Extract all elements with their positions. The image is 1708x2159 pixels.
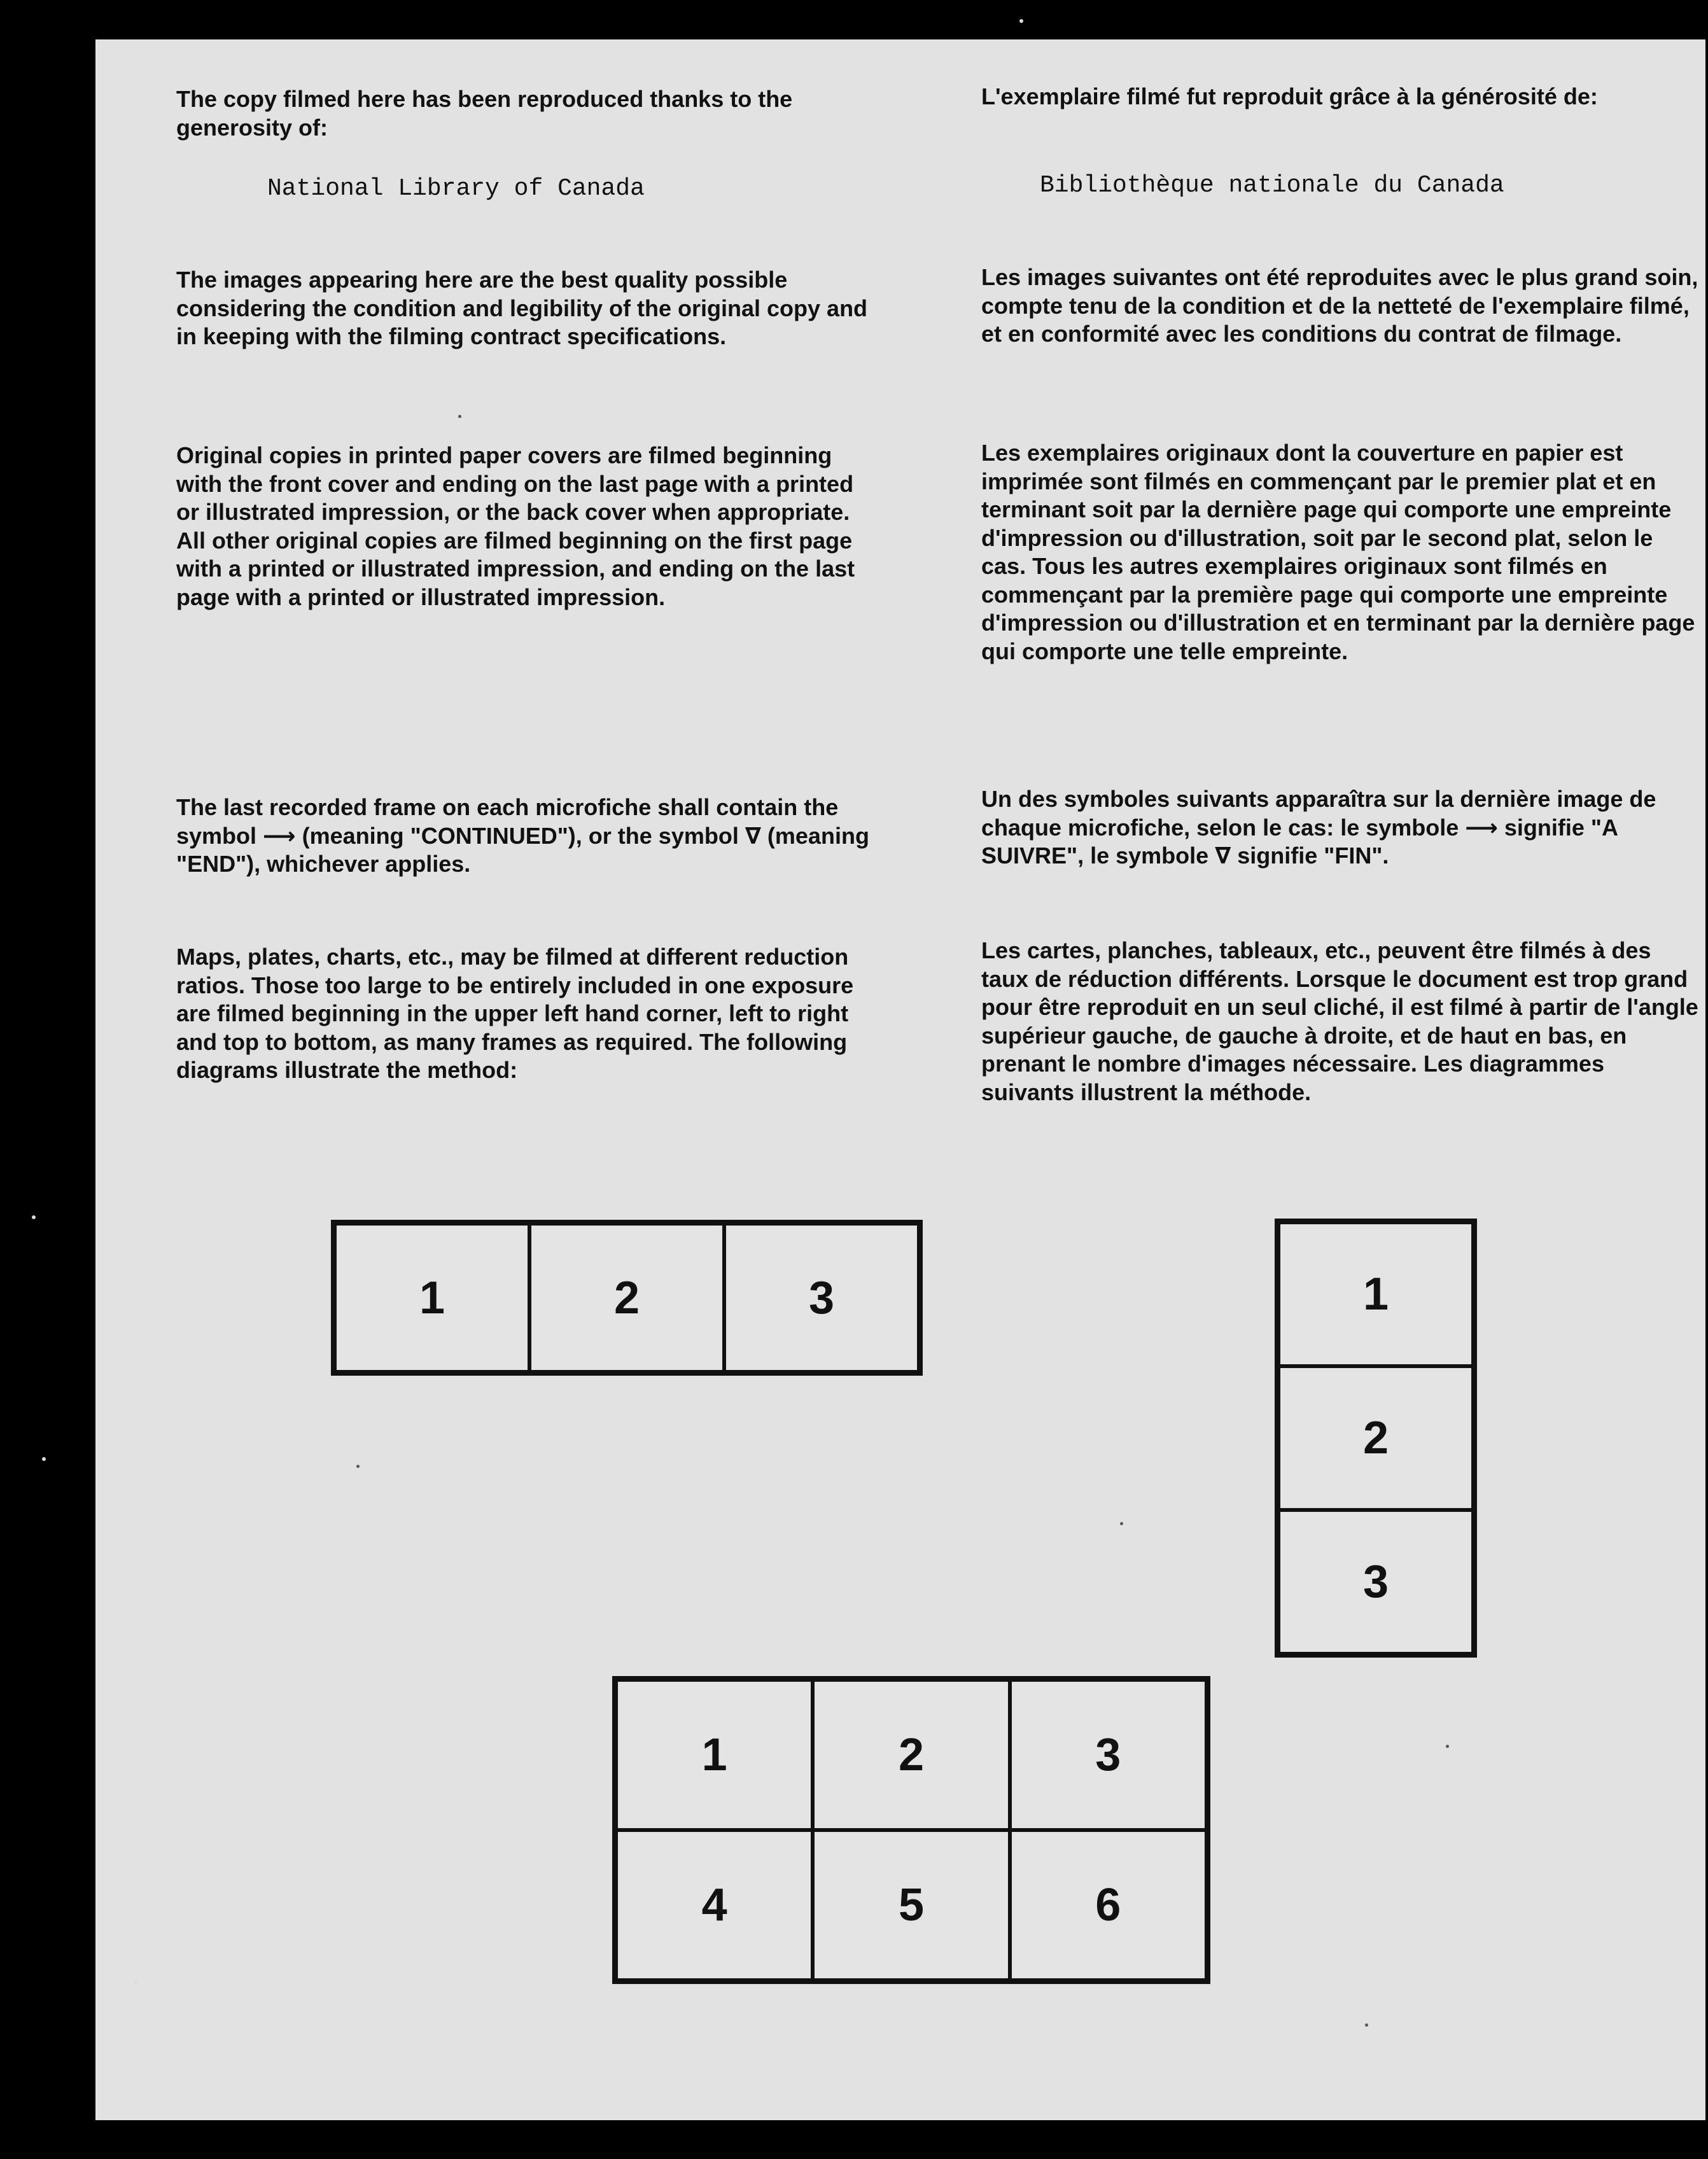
french-library-name: Bibliothèque nationale du Canada [1040, 172, 1504, 199]
diagram-frame-cell: 3 [1278, 1510, 1473, 1654]
document-page [95, 39, 1705, 2120]
diagram-frame-cell: 3 [724, 1224, 919, 1372]
english-symbols-text: The last recorded frame on each microfiche shall contain the symbol ⟶ (meaning "CONTINUED"), or the symbol ∇ (meaning "END"), whichever applies. [176, 794, 869, 877]
diagram-frame-cell: 2 [1278, 1366, 1473, 1510]
diagram-frame-cell: 4 [616, 1830, 813, 1980]
border-speck [32, 1215, 36, 1219]
diagram-frame-cell: 2 [529, 1224, 724, 1372]
diagram-frame-cell: 6 [1010, 1830, 1207, 1980]
english-originals-text: Original copies in printed paper covers are filmed beginning with the front cover and ending on the last page with a printed or illustrated impression, or the back cover when appropriate. All other original copies are filmed beginning on the first page with a printed or illustrated impression, and ending on the last page with a printed or illustrated impression. [176, 442, 855, 610]
french-maps-text: Les cartes, planches, tableaux, etc., peuvent être filmés à des taux de réduction différents. Lorsque le document est trop grand pour être reproduit en un seul cliché, il est filmé à partir de l'angle supérieur gauche, de gauche à droite, et de haut en bas, en prenant le nombre d'images nécessaire. Les diagrammes suivants illustrent la méthode. [981, 937, 1698, 1105]
diagram-frame-cell: 5 [813, 1830, 1009, 1980]
diagram-frame-cell: 1 [616, 1680, 813, 1830]
border-speck [134, 1980, 137, 1984]
scan-speck [356, 1465, 360, 1468]
english-library-name: National Library of Canada [267, 175, 645, 202]
french-thanks-text: L'exemplaire filmé fut reproduit grâce à la générosité de: [981, 83, 1598, 109]
diagram-frame-cell: 1 [335, 1224, 529, 1372]
diagram-frame-cell: 1 [1278, 1222, 1473, 1366]
french-quality-text: Les images suivantes ont été reproduites avec le plus grand soin, compte tenu de la condition et de la netteté de l'exemplaire filmé, et en conformité avec les conditions du contrat de filmage. [981, 264, 1698, 347]
scan-speck [1365, 2023, 1368, 2027]
english-thanks-text: The copy filmed here has been reproduced thanks to the generosity of: [176, 86, 793, 141]
horizontal-frame-diagram [331, 1220, 923, 1376]
french-originals-text: Les exemplaires originaux dont la couverture en papier est imprimée sont filmés en commençant par le premier plat et en terminant soit par la dernière page qui comporte une empreinte d'impression ou d'illustration, soit par le second plat, selon le cas. Tous les autres exemplaires originaux sont filmés en commençant par la première page qui comporte une empreinte d'impression ou d'illustration et en terminant par la dernière page qui comporte une telle empreinte. [981, 440, 1695, 664]
french-column [981, 39, 1700, 1185]
french-symbols-text: Un des symboles suivants apparaîtra sur la dernière image de chaque microfiche, selon le cas: le symbole ⟶ signifie "A SUIVRE", le symbole ∇ signifie "FIN". [981, 786, 1656, 869]
scan-speck [458, 415, 461, 418]
english-column [176, 39, 876, 1185]
diagram-frame-cell: 3 [1010, 1680, 1207, 1830]
diagram-frame-cell: 2 [813, 1680, 1009, 1830]
vertical-frame-diagram [1275, 1219, 1477, 1658]
scan-speck [1446, 1745, 1449, 1748]
english-maps-text: Maps, plates, charts, etc., may be filmed at different reduction ratios. Those too large to be entirely included in one exposure are filmed beginning in the upper left hand corner, left to right and top to bottom, as many frames as required. The following diagrams illustrate the method: [176, 944, 854, 1083]
border-speck [1019, 19, 1023, 23]
border-speck [42, 1457, 46, 1461]
grid-frame-diagram [612, 1676, 1210, 1984]
scan-speck [1120, 1522, 1123, 1525]
english-quality-text: The images appearing here are the best quality possible considering the condition and legibility of the original copy and in keeping with the filming contract specifications. [176, 267, 868, 349]
